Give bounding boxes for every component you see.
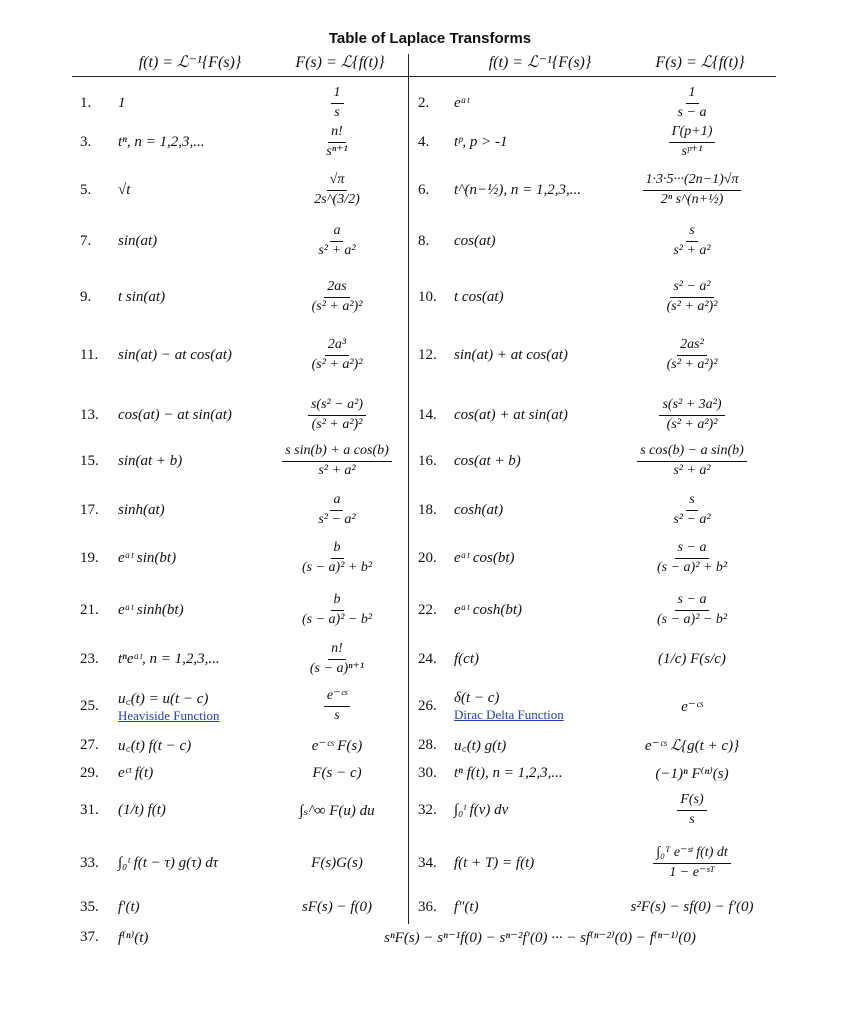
time-function: cos(at) + at sin(at) bbox=[454, 406, 568, 423]
fraction-denominator: s − a bbox=[677, 104, 707, 120]
row-number: 28. bbox=[418, 736, 437, 753]
table-row bbox=[0, 85, 856, 120]
table-row bbox=[0, 534, 856, 582]
time-function: cos(at) − at sin(at) bbox=[118, 406, 232, 423]
header-rule bbox=[72, 76, 776, 77]
transform-expression: F(s − c) bbox=[312, 764, 362, 781]
laplace-transform bbox=[270, 388, 404, 442]
time-function: cos(at) bbox=[454, 232, 496, 249]
time-function: sin(at + b) bbox=[118, 452, 183, 469]
row-number: 7. bbox=[80, 232, 92, 249]
laplace-transform bbox=[270, 490, 404, 530]
transform-fraction bbox=[670, 492, 713, 527]
fraction-numerator: s cos(b) − a sin(b) bbox=[637, 443, 747, 461]
transform-fraction bbox=[653, 845, 731, 880]
table-row bbox=[0, 836, 856, 890]
time-function: tⁿ, n = 1,2,3,... bbox=[118, 133, 205, 150]
laplace-transform bbox=[270, 836, 404, 890]
time-function-text: u꜀(t) = u(t − c) bbox=[118, 691, 209, 707]
transform-fraction bbox=[323, 124, 350, 159]
laplace-transform bbox=[614, 218, 770, 264]
time-function-text: δ(t − c) bbox=[454, 689, 500, 706]
table-row bbox=[0, 586, 856, 634]
fraction-denominator: 1 − e⁻ˢᵀ bbox=[669, 864, 715, 880]
row-number: 32. bbox=[418, 801, 437, 818]
laplace-transform bbox=[270, 440, 404, 482]
fraction-denominator: (s − a)² − b² bbox=[301, 611, 373, 627]
time-function: (1/t) f(t) bbox=[118, 801, 166, 818]
transform-expression: (1/c) F(s/c) bbox=[658, 650, 726, 667]
row-number: 23. bbox=[80, 650, 99, 667]
transform-fraction bbox=[664, 279, 721, 314]
laplace-transform bbox=[270, 586, 404, 634]
fraction-numerator: s sin(b) + a cos(b) bbox=[282, 443, 392, 461]
time-function: ∫₀ᵗ f(v) dv bbox=[454, 801, 509, 818]
fraction-numerator: s − a bbox=[675, 592, 710, 610]
fraction-denominator: s² + a² bbox=[318, 462, 356, 478]
transform-fraction bbox=[654, 592, 730, 627]
row-number: 20. bbox=[418, 549, 437, 566]
header-ft-left: f(t) = ℒ⁻¹{F(s)} bbox=[138, 54, 242, 71]
header-Fs-right: F(s) = ℒ{f(t)} bbox=[655, 54, 745, 71]
fraction-numerator: a bbox=[330, 223, 343, 241]
fraction-numerator: Γ(p+1) bbox=[669, 124, 716, 142]
laplace-transform bbox=[270, 166, 404, 214]
transform-fraction bbox=[677, 792, 706, 827]
transform-fraction bbox=[315, 492, 358, 527]
transform-expression: e⁻ᶜˢ ℒ{g(t + c)} bbox=[644, 737, 740, 754]
row-number: 18. bbox=[418, 501, 437, 518]
transform-expression: e⁻ᶜˢ bbox=[681, 698, 703, 715]
laplace-transform bbox=[614, 490, 770, 530]
fraction-denominator: (s² + a²)² bbox=[666, 298, 718, 314]
laplace-transform bbox=[270, 270, 404, 324]
row-number: 37. bbox=[80, 928, 99, 945]
fraction-denominator: (s − a)² + b² bbox=[656, 559, 728, 575]
transform-fraction bbox=[315, 223, 358, 258]
time-function: tⁿeᵃᵗ, n = 1,2,3,... bbox=[118, 650, 220, 667]
row-number: 17. bbox=[80, 501, 99, 518]
transform-fraction bbox=[309, 279, 366, 314]
row-number: 15. bbox=[80, 452, 99, 469]
table-row bbox=[0, 636, 856, 682]
laplace-transform bbox=[270, 732, 404, 758]
table-row bbox=[0, 122, 856, 162]
time-function: cosh(at) bbox=[454, 501, 504, 518]
row-number: 2. bbox=[418, 94, 430, 111]
transform-expression: F(s)G(s) bbox=[311, 854, 363, 871]
fraction-denominator: (s² + a²)² bbox=[666, 356, 718, 372]
table-row bbox=[0, 328, 856, 382]
transform-expression: ∫ₛ^∞ F(u) du bbox=[299, 802, 375, 819]
table-row bbox=[0, 218, 856, 264]
row-number: 1. bbox=[80, 94, 92, 111]
table-row bbox=[0, 790, 856, 830]
fraction-denominator: s bbox=[689, 811, 695, 827]
time-function: eᵃᵗ cos(bt) bbox=[454, 549, 515, 566]
laplace-transform bbox=[614, 388, 770, 442]
laplace-transform bbox=[270, 636, 404, 682]
time-function: u꜀(t) f(t − c) bbox=[118, 738, 192, 754]
time-function: f′(t) bbox=[118, 898, 140, 915]
fraction-denominator: 2s^(3/2) bbox=[314, 191, 360, 207]
dirac-delta-function-link[interactable]: Dirac Delta Function bbox=[454, 706, 564, 722]
time-function: sin(at) − at cos(at) bbox=[118, 346, 232, 363]
time-function-stack bbox=[454, 690, 564, 723]
time-function: eᵃᵗ cosh(bt) bbox=[454, 601, 523, 618]
fraction-numerator: s² − a² bbox=[670, 279, 713, 297]
transform-fraction bbox=[282, 443, 392, 478]
table-row bbox=[0, 894, 856, 920]
transform-fraction bbox=[331, 85, 344, 120]
time-function: u꜀(t) g(t) bbox=[454, 738, 507, 754]
fraction-numerator: 1 bbox=[331, 85, 344, 103]
row-number: 36. bbox=[418, 898, 437, 915]
row-number: 5. bbox=[80, 181, 92, 198]
fraction-numerator: s − a bbox=[675, 540, 710, 558]
row-number: 16. bbox=[418, 452, 437, 469]
fraction-numerator: F(s) bbox=[677, 792, 706, 810]
transform-expression: e⁻ᶜˢ F(s) bbox=[311, 737, 363, 754]
fraction-denominator: s² − a² bbox=[318, 511, 356, 527]
row-number: 6. bbox=[418, 181, 430, 198]
table-row bbox=[0, 686, 856, 726]
row-number: 29. bbox=[80, 764, 99, 781]
time-function: t^(n−½), n = 1,2,3,... bbox=[454, 181, 581, 198]
laplace-transform bbox=[614, 122, 770, 162]
time-function: eᶜᵗ f(t) bbox=[118, 764, 154, 781]
time-function: eᵃᵗ bbox=[454, 94, 470, 111]
time-function: f″(t) bbox=[454, 898, 479, 915]
transform-fraction bbox=[299, 540, 375, 575]
transform-fraction bbox=[309, 337, 366, 372]
laplace-transform bbox=[614, 836, 770, 890]
header-Fs-left: F(s) = ℒ{f(t)} bbox=[295, 54, 385, 71]
fraction-numerator: 2a³ bbox=[325, 337, 349, 355]
laplace-transform: sⁿF(s) − sⁿ⁻¹f(0) − sⁿ⁻²f′(0) ··· − sf⁽ⁿ⁻²⁾(0) − f⁽ⁿ⁻¹⁾(0) bbox=[384, 929, 696, 946]
laplace-transform bbox=[614, 894, 770, 920]
fraction-numerator: 1·3·5···(2n−1)√π bbox=[643, 172, 742, 190]
time-function-stack bbox=[118, 688, 219, 724]
laplace-transform bbox=[614, 760, 770, 786]
laplace-transform bbox=[614, 270, 770, 324]
fraction-numerator: s bbox=[686, 492, 697, 510]
laplace-transform bbox=[270, 760, 404, 786]
laplace-transform bbox=[614, 534, 770, 582]
fraction-numerator: b bbox=[331, 540, 344, 558]
table-row bbox=[0, 270, 856, 324]
fraction-denominator: (s² + a²)² bbox=[311, 356, 363, 372]
time-function: ∫₀ᵗ f(t − τ) g(τ) dτ bbox=[118, 854, 219, 871]
time-function: sin(at) bbox=[118, 232, 158, 249]
row-number: 9. bbox=[80, 288, 92, 305]
laplace-transform bbox=[614, 440, 770, 482]
transform-expression: s²F(s) − sf(0) − f′(0) bbox=[630, 898, 754, 915]
time-function: tⁿ f(t), n = 1,2,3,... bbox=[454, 764, 563, 781]
fraction-numerator: e⁻ᶜˢ bbox=[324, 688, 350, 706]
fraction-numerator: b bbox=[331, 592, 344, 610]
row-number: 21. bbox=[80, 601, 99, 618]
laplace-transform bbox=[614, 636, 770, 682]
fraction-numerator: ∫₀ᵀ e⁻ˢᵗ f(t) dt bbox=[653, 845, 731, 863]
laplace-transform bbox=[270, 122, 404, 162]
transform-fraction bbox=[307, 641, 367, 676]
fraction-denominator: s² − a² bbox=[673, 511, 711, 527]
time-function: t sin(at) bbox=[118, 288, 166, 305]
laplace-transform bbox=[270, 328, 404, 382]
row-number: 14. bbox=[418, 406, 437, 423]
time-function: √t bbox=[118, 181, 131, 198]
fraction-numerator: 2as bbox=[324, 279, 349, 297]
row-number: 34. bbox=[418, 854, 437, 871]
laplace-transform bbox=[614, 686, 770, 726]
heaviside-function-link[interactable]: Heaviside Function bbox=[118, 708, 220, 723]
table-row bbox=[0, 760, 856, 786]
time-function: eᵃᵗ sin(bt) bbox=[118, 549, 177, 566]
fraction-numerator: a bbox=[330, 492, 343, 510]
fraction-numerator: s(s² − a²) bbox=[308, 397, 366, 415]
transform-fraction bbox=[675, 85, 710, 120]
fraction-denominator: (s² + a²)² bbox=[666, 416, 718, 432]
fraction-denominator: s bbox=[334, 104, 340, 120]
row-number: 11. bbox=[80, 346, 99, 363]
time-function bbox=[118, 686, 219, 726]
fraction-denominator: (s − a)ⁿ⁺¹ bbox=[309, 660, 365, 676]
fraction-denominator: s² + a² bbox=[673, 242, 711, 258]
table-row bbox=[0, 440, 856, 482]
fraction-denominator: s bbox=[334, 707, 340, 723]
laplace-transform bbox=[270, 894, 404, 920]
laplace-transform bbox=[270, 534, 404, 582]
transform-expression: sF(s) − f(0) bbox=[301, 898, 373, 915]
time-function: t cos(at) bbox=[454, 288, 504, 305]
table-row bbox=[0, 388, 856, 442]
laplace-transform bbox=[614, 85, 770, 120]
row-number: 30. bbox=[418, 764, 437, 781]
fraction-numerator: √π bbox=[327, 172, 348, 190]
fraction-denominator: sᵖ⁺¹ bbox=[681, 143, 703, 159]
fraction-denominator: s² + a² bbox=[673, 462, 711, 478]
row-number: 22. bbox=[418, 601, 437, 618]
row-number: 13. bbox=[80, 406, 99, 423]
table-row-last bbox=[0, 924, 856, 950]
transform-fraction bbox=[654, 540, 730, 575]
fraction-denominator: 2ⁿ s^(n+½) bbox=[660, 191, 724, 207]
time-function: f(ct) bbox=[454, 650, 479, 667]
time-function: f⁽ⁿ⁾(t) bbox=[118, 929, 149, 946]
fraction-denominator: s² + a² bbox=[318, 242, 356, 258]
time-function: tᵖ, p > -1 bbox=[454, 133, 508, 150]
transform-fraction bbox=[324, 688, 350, 723]
fraction-numerator: n! bbox=[328, 641, 346, 659]
laplace-transform bbox=[614, 328, 770, 382]
fraction-denominator: (s² + a²)² bbox=[311, 298, 363, 314]
row-number: 31. bbox=[80, 801, 99, 818]
row-number: 25. bbox=[80, 697, 99, 714]
time-function: cos(at + b) bbox=[454, 452, 521, 469]
table-title: Table of Laplace Transforms bbox=[328, 30, 532, 47]
fraction-numerator: n! bbox=[328, 124, 346, 142]
table-row bbox=[0, 732, 856, 758]
fraction-denominator: sⁿ⁺¹ bbox=[326, 143, 348, 159]
transform-fraction bbox=[643, 172, 742, 207]
time-function: sin(at) + at cos(at) bbox=[454, 346, 568, 363]
row-number: 10. bbox=[418, 288, 437, 305]
time-function: 1 bbox=[118, 94, 126, 111]
transform-fraction bbox=[311, 172, 363, 207]
time-function: sinh(at) bbox=[118, 501, 165, 518]
table-row bbox=[0, 166, 856, 214]
transform-fraction bbox=[669, 124, 716, 159]
fraction-numerator: 2as² bbox=[677, 337, 707, 355]
fraction-denominator: (s − a)² − b² bbox=[656, 611, 728, 627]
table-row bbox=[0, 490, 856, 530]
row-number: 26. bbox=[418, 697, 437, 714]
row-number: 4. bbox=[418, 133, 430, 150]
fraction-numerator: s bbox=[686, 223, 697, 241]
transform-fraction bbox=[670, 223, 713, 258]
transform-fraction bbox=[299, 592, 375, 627]
laplace-transform bbox=[614, 790, 770, 830]
transform-fraction bbox=[659, 397, 724, 432]
row-number: 3. bbox=[80, 133, 92, 150]
laplace-transform bbox=[270, 686, 404, 726]
laplace-transform bbox=[614, 732, 770, 758]
row-number: 27. bbox=[80, 736, 99, 753]
transform-expression: (−1)ⁿ F⁽ⁿ⁾(s) bbox=[655, 765, 729, 782]
time-function: eᵃᵗ sinh(bt) bbox=[118, 601, 184, 618]
row-number: 33. bbox=[80, 854, 99, 871]
row-number: 24. bbox=[418, 650, 437, 667]
header-ft-right: f(t) = ℒ⁻¹{F(s)} bbox=[488, 54, 592, 71]
row-number: 35. bbox=[80, 898, 99, 915]
fraction-numerator: 1 bbox=[686, 85, 699, 103]
fraction-denominator: (s² + a²)² bbox=[311, 416, 363, 432]
transform-fraction bbox=[637, 443, 747, 478]
laplace-transform bbox=[614, 166, 770, 214]
time-function: f(t + T) = f(t) bbox=[454, 854, 535, 871]
row-number: 8. bbox=[418, 232, 430, 249]
row-number: 12. bbox=[418, 346, 437, 363]
row-number: 19. bbox=[80, 549, 99, 566]
fraction-denominator: (s − a)² + b² bbox=[301, 559, 373, 575]
laplace-transform bbox=[270, 790, 404, 830]
transform-fraction bbox=[664, 337, 721, 372]
laplace-transform bbox=[270, 218, 404, 264]
laplace-transform bbox=[270, 85, 404, 120]
transform-fraction bbox=[308, 397, 366, 432]
time-function bbox=[454, 686, 564, 726]
fraction-numerator: s(s² + 3a²) bbox=[659, 397, 724, 415]
laplace-transform bbox=[614, 586, 770, 634]
